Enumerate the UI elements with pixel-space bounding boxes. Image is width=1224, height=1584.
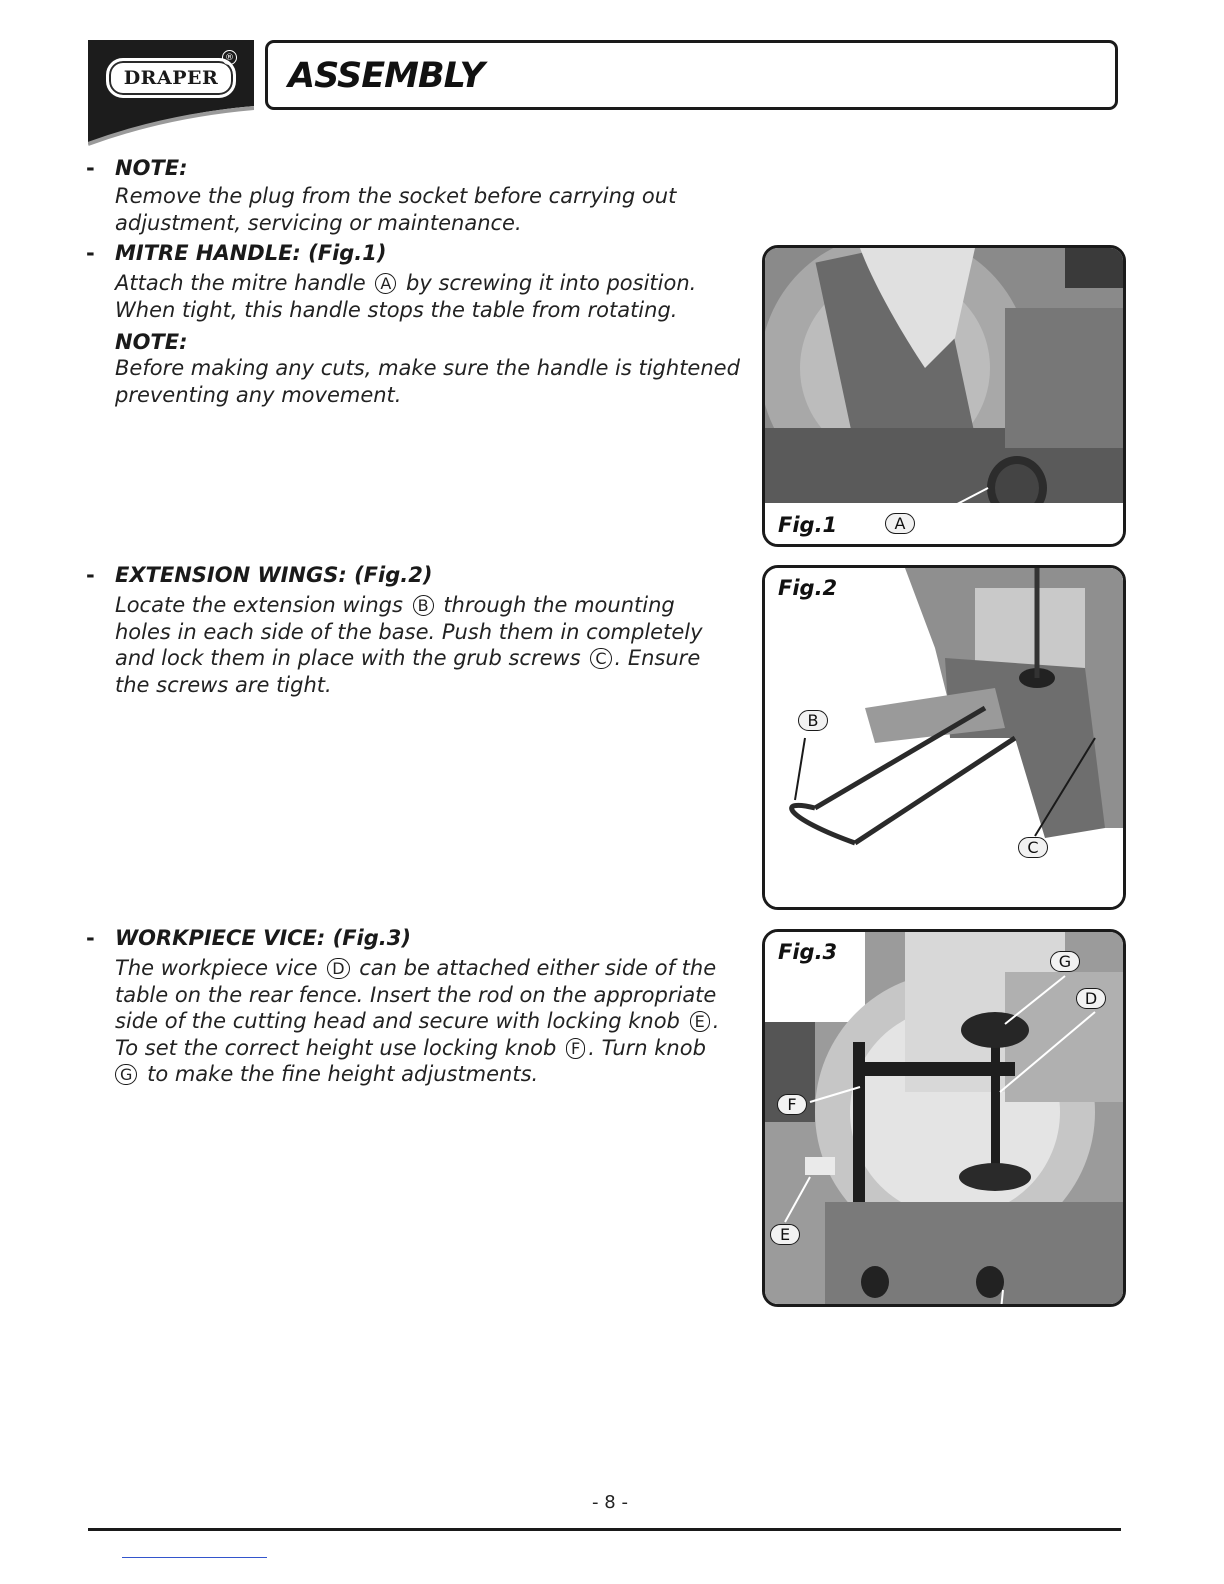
footer-link-underline <box>122 1557 267 1558</box>
fig2-label: Fig.2 <box>778 576 838 600</box>
callout-b: B <box>413 595 434 616</box>
mitre-note-heading: NOTE: <box>115 330 188 354</box>
draper-logo-block <box>88 40 254 148</box>
mitre-handle-heading: MITRE HANDLE: (Fig.1) <box>115 241 387 265</box>
vice-line-1-post: can be attached either side of the <box>359 956 717 980</box>
mitre-handle-section: - MITRE HANDLE: (Fig.1) Attach the mitre handle A by screwing it into position. When tight, this handle stops the table from rotating. NOTE: Before making any cuts, make sure the handle is tightened preventing any movement. <box>86 240 746 408</box>
vice-line-4-post: . Turn knob <box>588 1035 706 1060</box>
fig2-photo <box>765 568 1126 910</box>
workpiece-vice-section: - WORKPIECE VICE: (Fig.3) The workpiece vice D can be attached either side of the table on the rear fence. Insert the rod on the appropriate side of the cutting head and secure with locking knob E . To set the correct height use locking knob F . Turn knob G to make the fine height adjustments. <box>86 926 720 1086</box>
callout-f: F <box>566 1038 585 1059</box>
callout-d: D <box>327 958 349 979</box>
fig1-callout-a: A <box>885 513 915 534</box>
wings-line-2: holes in each side of the base. Push them in completely <box>115 619 703 644</box>
mitre-line-1-pre: Attach the mitre handle <box>115 271 366 295</box>
vice-line-3-post: . <box>712 1009 720 1033</box>
fig3-callout-g: G <box>1050 951 1080 972</box>
wings-line-1-post: through the mounting <box>443 593 675 617</box>
wings-line-3-pre: and lock them in place with the grub screws <box>115 646 581 670</box>
draper-logo: DRAPER <box>106 58 236 98</box>
note-line-2: adjustment, servicing or maintenance. <box>115 210 522 235</box>
page-title: ASSEMBLY <box>288 56 484 96</box>
wings-line-1-pre: Locate the extension wings <box>115 593 403 617</box>
vice-line-1-pre: The workpiece vice <box>115 956 318 980</box>
mitre-note-line-1: Before making any cuts, make sure the handle is tightened <box>115 356 740 380</box>
mitre-line-2: When tight, this handle stops the table from rotating. <box>115 297 678 322</box>
registered-mark: ® <box>222 50 237 65</box>
fig3-photo <box>765 932 1126 1307</box>
extension-wings-heading: EXTENSION WINGS: (Fig.2) <box>115 563 433 587</box>
fig3-label: Fig.3 <box>778 940 838 964</box>
callout-a: A <box>375 273 396 294</box>
fig3-callout-e: E <box>770 1224 800 1245</box>
vice-line-2: table on the rear fence. Insert the rod on the appropriate <box>115 982 717 1007</box>
fig3-callout-f: F <box>777 1094 807 1115</box>
fig2-callout-b: B <box>798 710 828 731</box>
fig3-callout-d: D <box>1076 988 1106 1009</box>
extension-wings-section: - EXTENSION WINGS: (Fig.2) Locate the extension wings B through the mounting holes in each side of the base. Push them in completely and lock them in place with the grub screws C . Ensure the screws are tight. <box>86 563 703 697</box>
note-heading: NOTE: <box>115 156 188 180</box>
vice-line-4-pre: To set the correct height use locking knob <box>115 1035 557 1060</box>
figure-1 <box>762 245 1126 547</box>
fig1-label: Fig.1 <box>778 513 838 537</box>
workpiece-vice-heading: WORKPIECE VICE: (Fig.3) <box>115 926 411 950</box>
title-box <box>265 40 1118 110</box>
page-number: - 8 - <box>592 1492 628 1513</box>
mitre-note-line-2: preventing any movement. <box>115 382 402 407</box>
footer-divider <box>88 1528 1121 1531</box>
vice-line-5-post: to make the fine height adjustments. <box>147 1062 539 1086</box>
note-line-1: Remove the plug from the socket before carrying out <box>115 184 677 208</box>
wings-line-4: the screws are tight. <box>115 672 332 697</box>
callout-c: C <box>590 648 611 669</box>
mitre-line-1-post: by screwing it into position. <box>406 271 697 295</box>
fig1-photo <box>765 248 1126 547</box>
callout-g: G <box>115 1064 137 1085</box>
figure-3 <box>762 929 1126 1307</box>
vice-line-3-pre: side of the cutting head and secure with locking knob <box>115 1009 680 1033</box>
callout-e: E <box>690 1011 710 1032</box>
figure-2 <box>762 565 1126 910</box>
note-section: - NOTE: Remove the plug from the socket before carrying out adjustment, servicing or maintenance. <box>86 156 677 235</box>
wings-line-3-post: . Ensure <box>614 646 701 670</box>
fig2-callout-c: C <box>1018 837 1048 858</box>
